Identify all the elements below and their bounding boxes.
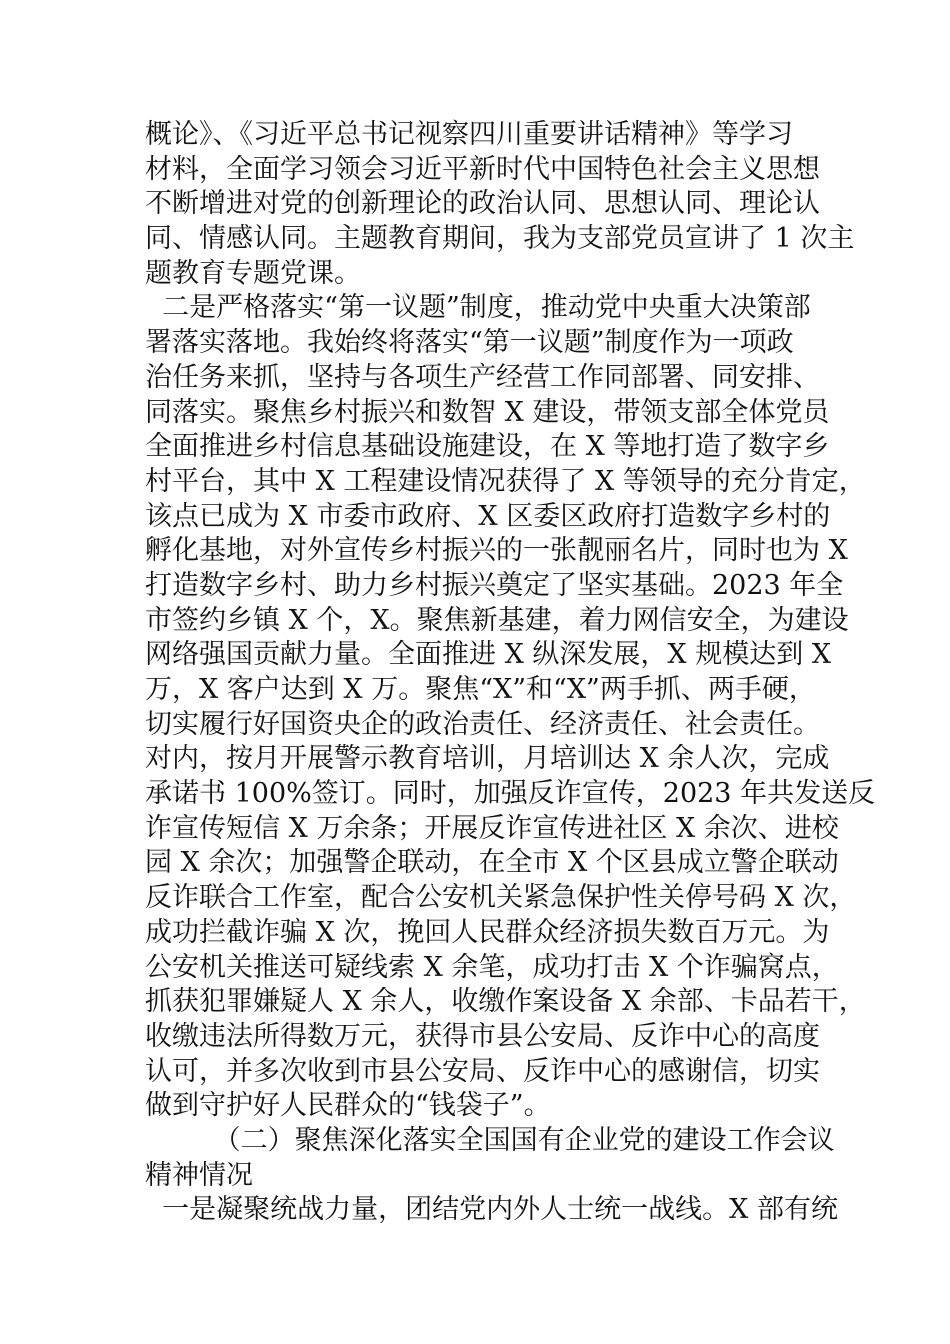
text-line: 反诈联合工作室，配合公安机关紧急保护性关停号码 X 次，	[145, 882, 857, 914]
text-line: 抓获犯罪嫌疑人 X 余人，收缴作案设备 X 余部、卡品若干，	[145, 986, 866, 1018]
text-line: 做到守护好人民群众的“钱袋子”。	[145, 1090, 551, 1122]
text-line: 收缴违法所得数万元，获得市县公安局、反诈中心的高度	[145, 1020, 820, 1052]
document-body	[145, 118, 876, 1228]
text-line: 村平台，其中 X 工程建设情况获得了 X 等领导的充分肯定，	[145, 465, 866, 497]
text-line: 署落实落地。我始终将落实“第一议题”制度作为一项政	[145, 327, 794, 359]
text-line: 题教育专题党课。	[145, 257, 361, 289]
paragraph-start-line: 二是严格落实“第一议题”制度，推动党中央重大决策部	[145, 292, 811, 324]
text-line: 认可，并多次收到市县公安局、反诈中心的感谢信，切实	[145, 1055, 820, 1087]
text-line: 同、情感认同。主题教育期间，我为支部党员宣讲了 1 次主	[145, 223, 855, 255]
text-line: 打造数字乡村、助力乡村振兴奠定了坚实基础。2023 年全	[145, 569, 844, 601]
text-line: 治任务来抓，坚持与各项生产经营工作同部署、同安排、	[145, 361, 820, 393]
text-line: 市签约乡镇 X 个，X。聚焦新基建，着力网信安全，为建设	[145, 604, 849, 636]
text-line: 网络强国贡献力量。全面推进 X 纵深发展，X 规模达到 X	[145, 639, 831, 671]
text-line: 公安机关推送可疑线索 X 余笔，成功打击 X 个诈骗窝点，	[145, 951, 839, 983]
text-line: 材料，全面学习领会习近平新时代中国特色社会主义思想	[145, 153, 820, 185]
section-heading-continued: 精神情况	[145, 1159, 253, 1191]
text-line: 成功拦截诈骗 X 次，挽回人民群众经济损失数百万元。为	[145, 916, 830, 948]
text-line: 诈宣传短信 X 万余条；开展反诈宣传进社区 X 余次、进校	[145, 812, 839, 844]
text-line: 万，X 客户达到 X 万。聚焦“X”和“X”两手抓、两手硬，	[145, 674, 816, 705]
text-line: 孵化基地，对外宣传乡村振兴的一张靓丽名片，同时也为 X	[145, 535, 848, 567]
text-line: 同落实。聚焦乡村振兴和数智 X 建设，带领支部全体党员	[145, 396, 830, 428]
text-line: 承诺书 100%签订。同时，加强反诈宣传，2023 年共发送反	[145, 778, 876, 810]
text-line: 该点已成为 X 市委市政府、X 区委区政府打造数字乡村的	[145, 500, 831, 532]
text-line: 概论》、《习近平总书记视察四川重要讲话精神》等学习	[145, 119, 793, 150]
text-line: 不断增进对党的创新理论的政治认同、思想认同、理论认	[145, 188, 820, 220]
text-line: 全面推进乡村信息基础设施建设，在 X 等地打造了数字乡	[145, 431, 830, 463]
text-line: 切实履行好国资央企的政治责任、经济责任、社会责任。	[145, 708, 820, 740]
text-line: 对内，按月开展警示教育培训，月培训达 X 余人次，完成	[145, 743, 830, 775]
paragraph-start-line: 一是凝聚统战力量，团结党内外人士统一战线。X 部有统	[145, 1194, 838, 1226]
text-line: 园 X 余次；加强警企联动，在全市 X 个区县成立警企联动	[145, 847, 839, 879]
section-heading: （二）聚焦深化落实全国国有企业党的建设工作会议	[145, 1124, 835, 1156]
